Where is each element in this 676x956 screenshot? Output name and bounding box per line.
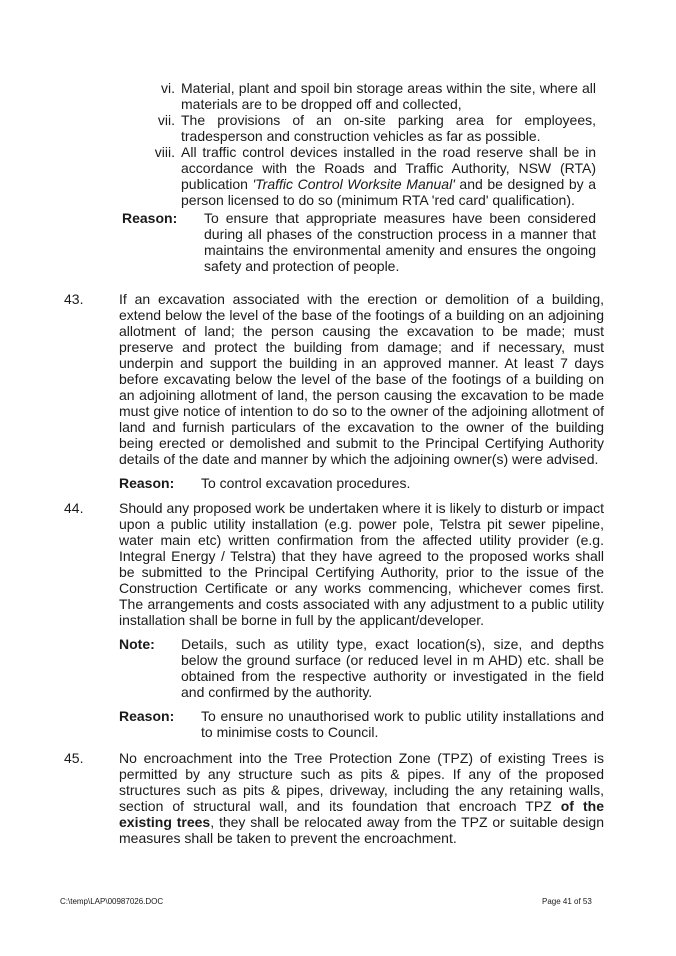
list-item-text: Material, plant and spoil bin storage areas within the site, where all materials are to be dropped off and collected, [181,80,596,112]
list-item [140,80,596,112]
roman-list [140,80,596,208]
clause-text: If an excavation associated with the erection or demolition of a building, extend below the level of the base of the footings of a building on an adjoining allotment of land; the person causing the excavation to be made; must preserve and protect the building from damage; and if necessary, must underpin and support the building in an approved manner. At least 7 days before excavating below the level of the base of the footings of a building on an adjoining allotment of land, the person causing the excavation to be made must give notice of intention to do so to the owner of the adjoining allotment of land and furnish particulars of the excavation to the owner of the building being erected or demolished and submit to the Principal Certifying Authority details of the date and manner by which the adjoining owner(s) were advised. [119,291,604,467]
reason-43 [119,475,604,491]
list-item-text [181,144,596,208]
reason-label: Reason: [122,210,178,226]
list-item-text-part: and be designed by a person licensed to do so (minimum RTA 'red card' qualification). [181,176,596,208]
list-item-number: viii. [154,144,175,160]
list-item [140,144,596,208]
note-label: Note: [119,636,155,652]
footer-file-path: C:\temp\LAP\00987026.DOC [60,897,164,906]
note-text: Details, such as utility type, exact location(s), size, and depths below the ground surface (or reduced level in m AHD) etc. shall be obtained from the respective authority or investigated in the field and confirmed by the authority. [181,636,604,700]
reason-text: To ensure no unauthorised work to public utility installations and to minimise costs to Council. [201,708,604,740]
clause-text: Should any proposed work be undertaken where it is likely to disturb or impact upon a public utility installation (e.g. power pole, Telstra pit sewer pipeline, water main etc) written confirmation from the affected utility provider (e.g. Integral Energy / Telstra) that they have agreed to the proposed works shall be submitted to the Principal Certifying Authority, prior to the issue of the Construction Certificate or any works commencing, whichever comes first. The arrangements and costs associated with any adjustment to a public utility installation shall be borne in full by the applicant/developer. [119,500,604,628]
list-item-text-part: All traffic control devices installed in the road reserve shall be in accordance with the Roads and Traffic Authority, NSW (RTA) publication [181,144,596,192]
reason-42 [122,210,596,274]
reason-label: Reason: [119,708,175,724]
clause-text-emphasis: of the existing trees [119,798,604,830]
clause-43 [64,291,604,491]
list-item [140,112,596,144]
footer-page-number: Page 41 of 53 [542,897,592,906]
note-44 [119,636,604,700]
clause-number: 45. [64,750,84,766]
clause-44 [64,500,604,740]
reason-text: To control excavation procedures. [201,475,411,491]
clause-text [119,750,604,846]
clause-body [119,291,604,491]
reason-label: Reason: [119,475,175,491]
reason-text: To ensure that appropriate measures have been considered during all phases of the construction process in a manner that maintains the environmental amenity and ensures the ongoing safety and protection of people. [204,210,596,274]
clause-text-part: , they shall be relocated away from the TPZ or suitable design measures shall be taken to prevent the encroachment. [119,814,605,846]
clause-number: 43. [64,291,84,307]
list-item-number: vii. [157,112,175,128]
clause-text-part: No encroachment into the Tree Protection Zone (TPZ) of existing Trees is permitted by any structure such as pits & pipes. If any of the proposed structures such as pits & pipes, driveway, including the any retaining walls, section of structural wall, and its foundation that encroach TPZ [119,750,604,814]
list-item-text: The provisions of an on-site parking area for employees, tradesperson and construction vehicles as far as possible. [181,112,596,144]
clause-number: 44. [64,500,84,516]
reason-44 [119,708,604,740]
clause-body [119,750,604,846]
clause-45 [64,750,604,846]
list-item-number: vi. [161,80,175,96]
publication-title: 'Traffic Control Worksite Manual' [252,176,455,192]
clause-body [119,500,604,740]
